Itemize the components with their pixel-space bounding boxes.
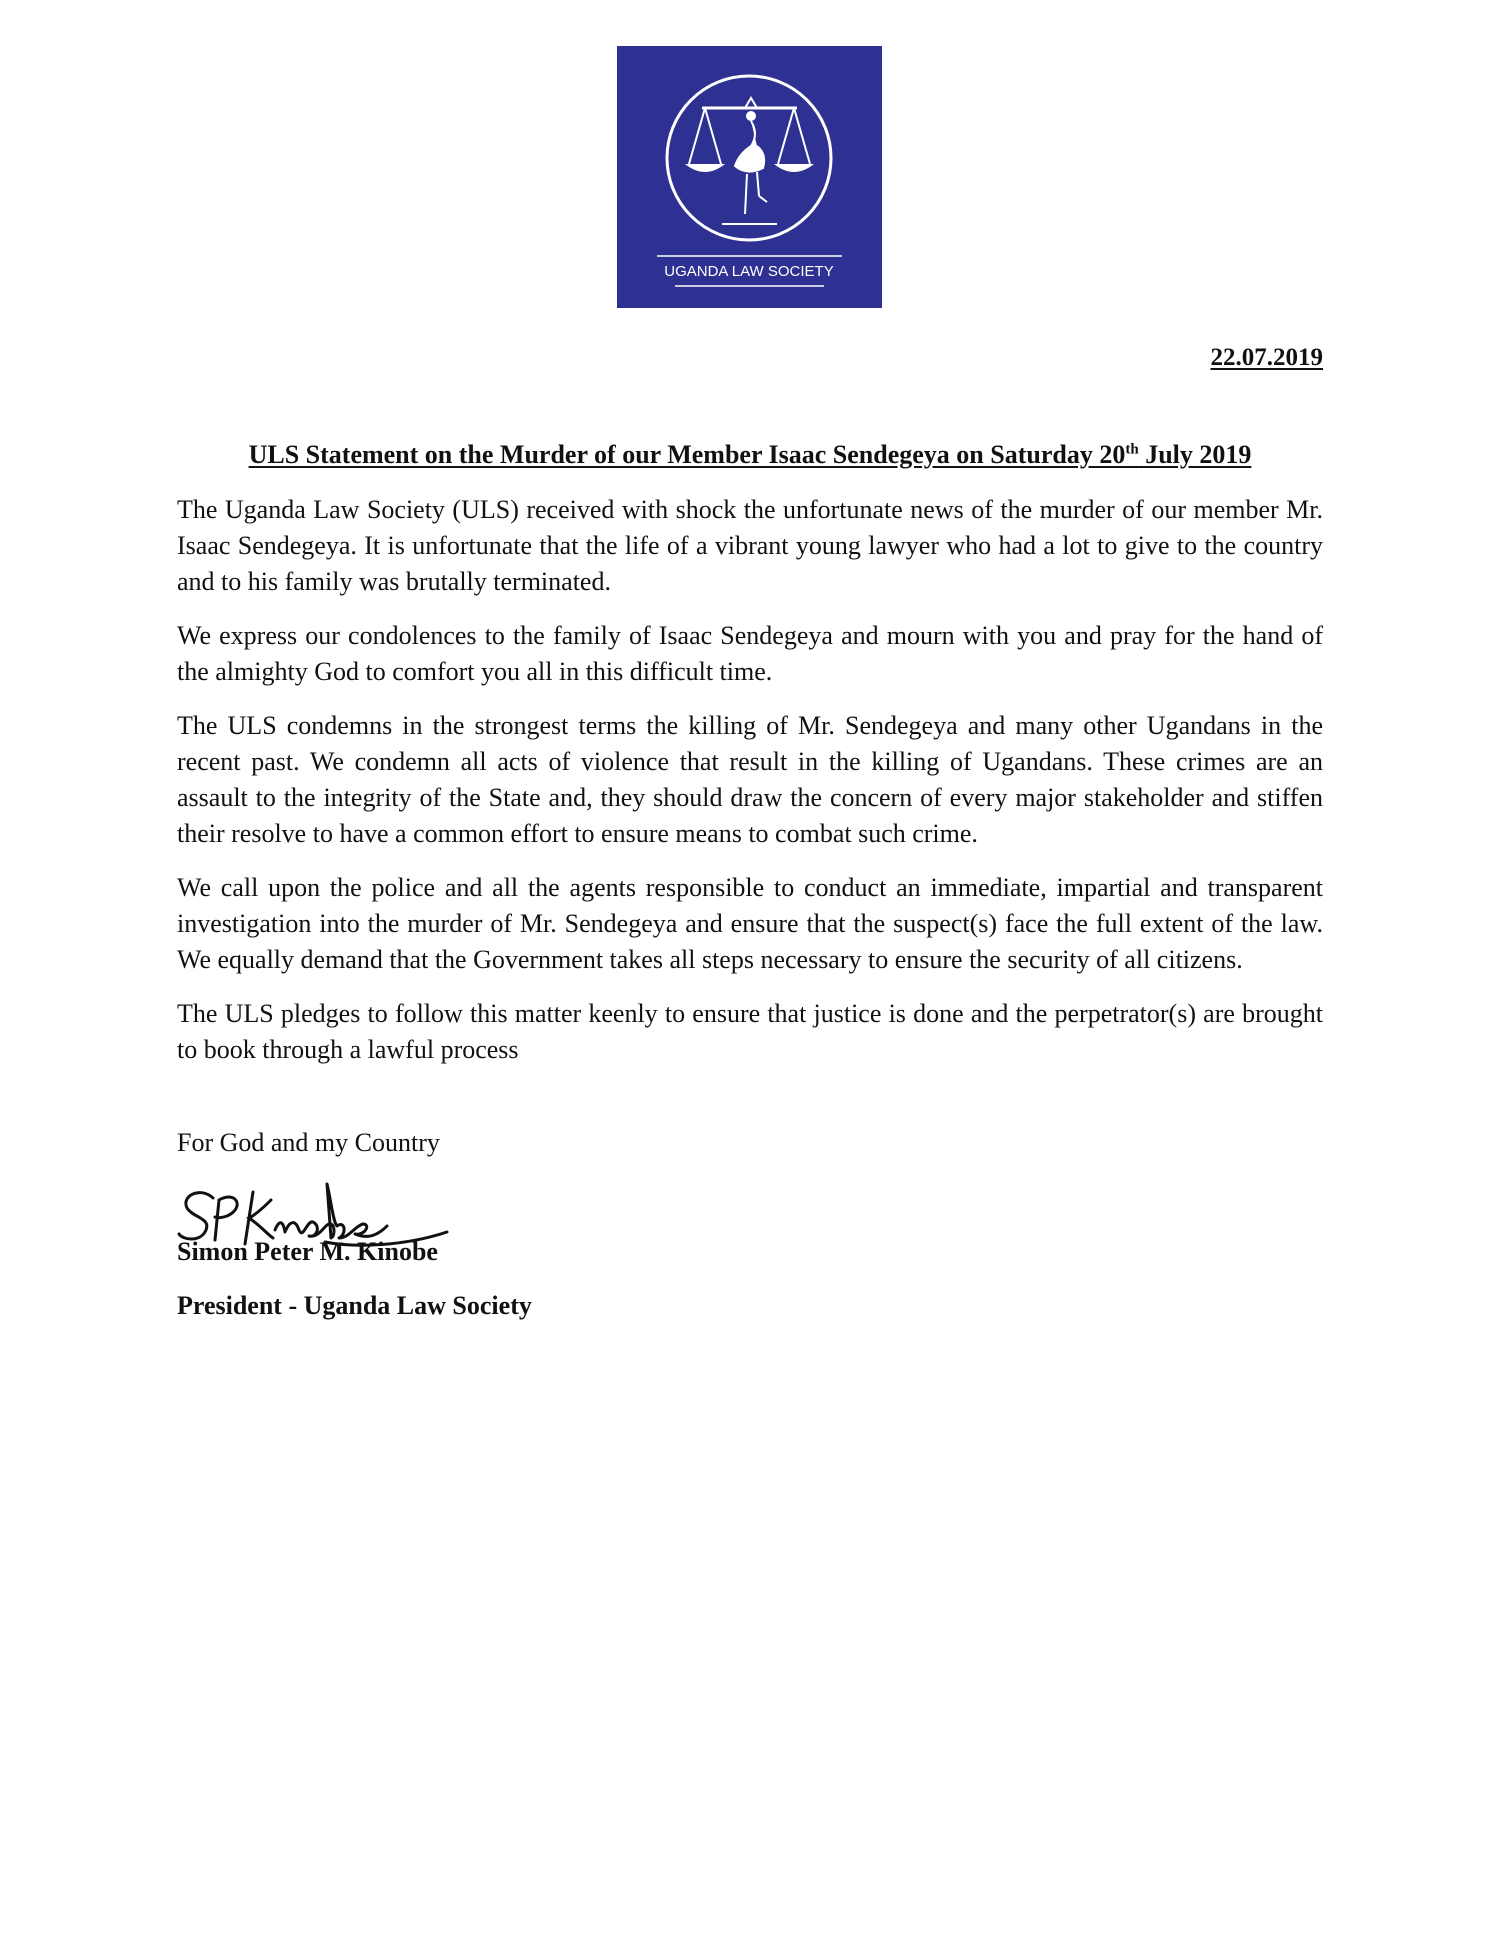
statement-body xyxy=(177,492,1323,1086)
title-main: ULS Statement on the Murder of our Member Isaac Sendegeya on Saturday 20 xyxy=(248,440,1126,469)
uls-logo xyxy=(617,46,882,308)
paragraph: The ULS pledges to follow this matter keenly to ensure that justice is done and the perpetrator(s) are brought to book through a lawful process xyxy=(177,999,1323,1064)
paragraph: We call upon the police and all the agents responsible to conduct an immediate, impartial and transparent investigation into the murder of Mr. Sendegeya and ensure that the suspect(s) face the full extent of the law. We equally demand that the Government takes all steps necessary to ensure the security of all citizens. xyxy=(177,873,1323,974)
closing-line: For God and my Country xyxy=(177,1128,440,1157)
paragraph: The Uganda Law Society (ULS) received with shock the unfortunate news of the murder of our member Mr. Isaac Sendegeya. It is unfortunate that the life of a vibrant young lawyer who had a lot to give to the country and to his family was brutally terminated. xyxy=(177,495,1323,596)
signer-role: President - Uganda Law Society xyxy=(177,1291,532,1320)
scales-crane-emblem-icon xyxy=(617,46,882,308)
title-suffix: July 2019 xyxy=(1138,440,1252,469)
signer-name: Simon Peter M. Kinobe xyxy=(177,1237,438,1266)
paragraph: The ULS condemns in the strongest terms the killing of Mr. Sendegeya and many other Ugandans in the recent past. We condemn all acts of violence that result in the killing of Ugandans. These crimes are an assault to the integrity of the State and, they should draw the concern of every major stakeholder and stiffen their resolve to have a common effort to ensure means to combat such crime. xyxy=(177,711,1323,848)
title-superscript: th xyxy=(1125,441,1139,458)
statement-title xyxy=(177,440,1323,470)
logo-label: UGANDA LAW SOCIETY xyxy=(664,263,834,280)
paragraph: We express our condolences to the family of Isaac Sendegeya and mourn with you and pray for the hand of the almighty God to comfort you all in this difficult time. xyxy=(177,621,1323,686)
document-date: 22.07.2019 xyxy=(1210,344,1323,371)
